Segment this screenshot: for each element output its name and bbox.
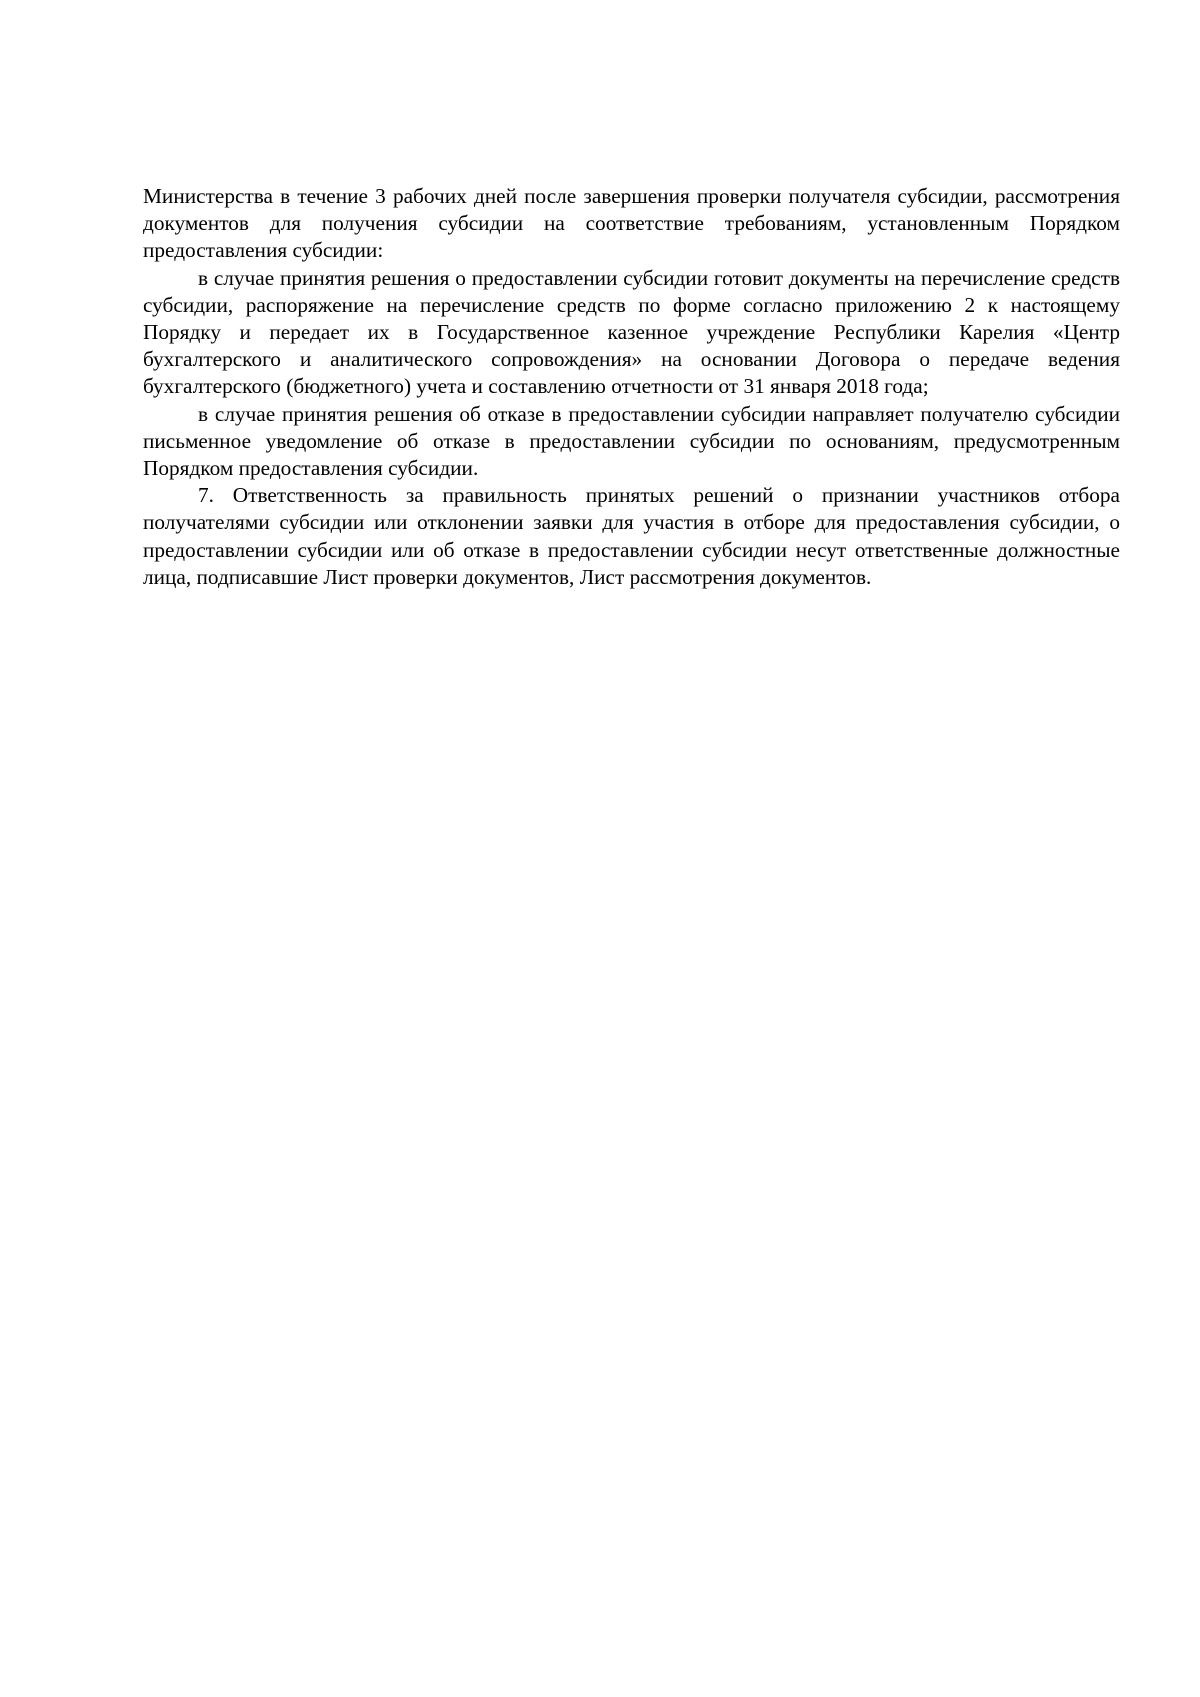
paragraph-responsibility: 7. Ответственность за правильность принятых решений о признании участников отбора получателями субсидии или отклонении заявки для участия в отборе для предоставления субсидии, о предоставлении субсидии или об отказе в предоставлении субсидии несут ответственные должностные лица, подписавшие Лист проверки документов, Лист рассмотрения документов. bbox=[143, 483, 1120, 589]
paragraph-grant-refusal: в случае принятия решения об отказе в предоставлении субсидии направляет получателю субсидии письменное уведомление об отказе в предоставлении субсидии по основаниям, предусмотренным Порядком предоставления субсидии. bbox=[143, 401, 1120, 481]
document-body bbox=[143, 183, 1120, 591]
paragraph-grant-approval: в случае принятия решения о предоставлении субсидии готовит документы на перечисление средств субсидии, распоряжение на перечисление средств по форме согласно приложению 2 к настоящему Порядку и передает их в Государственное казенное учреждение Республики Карелия «Центр бухгалтерского и аналитического сопровождения» на основании Договора о передаче ведения бухгалтерского (бюджетного) учета и составлению отчетности от 31 января 2018 года; bbox=[143, 265, 1120, 399]
paragraph-continuation: Министерства в течение 3 рабочих дней после завершения проверки получателя субсидии, рассмотрения документов для получения субсидии на соответствие требованиям, установленным Порядком предоставления субсидии: bbox=[143, 184, 1120, 263]
